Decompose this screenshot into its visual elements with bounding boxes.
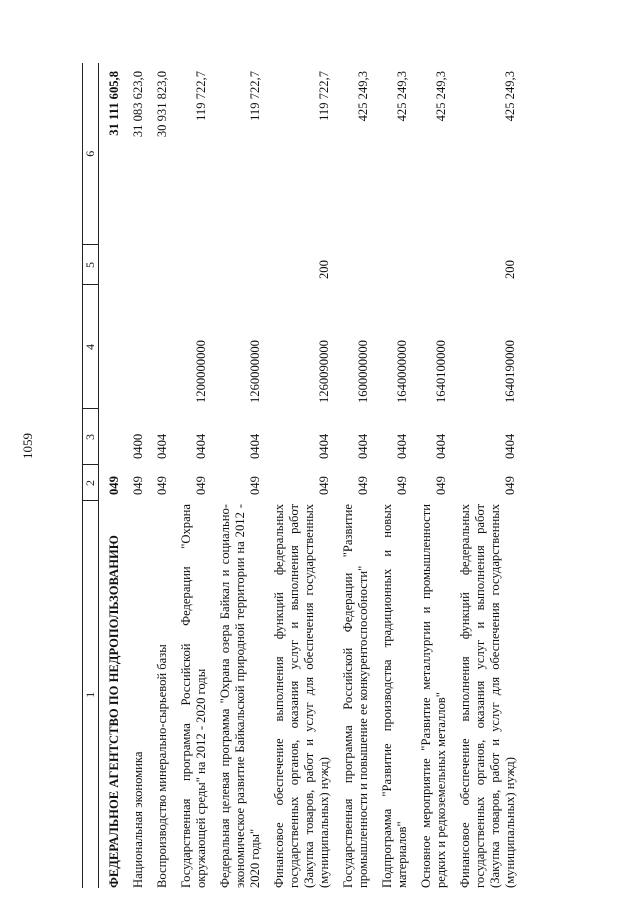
row-section-code: 0404 [503,433,517,459]
row-amount: 119 722,7 [317,71,331,121]
row-ministry-code: 049 [248,476,262,495]
row-expense-type [171,245,210,285]
row-name: ФЕДЕРАЛЬНОЕ АГЕНТСТВО ПО НЕДРОПОЛЬЗОВАНИЮ [107,535,121,888]
table-row [210,63,264,888]
page-number: 1059 [20,433,35,459]
row-expense-type: 200 [317,260,331,279]
row-name: Финансовое обеспечение выполнения функций федеральных государственных органов, оказания услуг и выполнения работ (Закупка товаров, работ и услуг для обеспечения государственных (муниципальных) нужд) [272,504,331,888]
budget-table [82,63,519,888]
row-amount: 425 249,3 [434,71,448,122]
header-col-4: 4 [83,285,99,409]
row-name: Основное мероприятие "Развитие металлургии и промышленности редких и редкоземельных металлов" [419,504,448,888]
table-row [171,63,210,888]
row-name: Финансовое обеспечение выполнения функций федеральных государственных органов, оказания услуг и выполнения работ (Закупка товаров, работ и услуг для обеспечения государственных (муниципальных) нужд) [458,504,517,888]
table-row [123,63,147,888]
row-section-code: 0404 [434,433,448,459]
row-section-code: 0404 [248,433,262,459]
row-name: Воспроизводство минерально-сырьевой базы [155,644,169,888]
row-section-code: 0404 [155,433,169,459]
row-section-code [99,409,124,465]
row-amount: 425 249,3 [503,71,517,122]
row-ministry-code: 049 [131,476,145,495]
table-row [264,63,333,888]
row-target-code: 1200000000 [194,340,208,403]
header-col-5: 5 [83,245,99,285]
table-row [450,63,519,888]
row-name: Государственная программа Российской Федерации "Развитие промышленности и повышение ее конкурентоспособности" [341,504,370,888]
row-name: Подпрограмма "Развитие производства традиционных и новых материалов" [380,504,409,888]
row-amount: 425 249,3 [356,71,370,122]
row-amount: 30 931 823,0 [155,71,169,138]
row-ministry-code: 049 [356,476,370,495]
row-section-code: 0400 [131,433,145,459]
row-expense-type [99,245,124,285]
row-amount: 119 722,7 [194,71,208,121]
row-name: Национальная экономика [131,751,145,888]
header-col-6: 6 [83,63,99,245]
row-target-code: 1640000000 [395,340,409,403]
row-name: Государственная программа Российской Федерации "Охрана окружающей среды" на 2012 - 2020 годы [179,504,208,888]
row-ministry-code: 049 [155,476,169,495]
row-section-code: 0404 [317,433,331,459]
row-section-code: 0404 [356,433,370,459]
row-expense-type [210,245,264,285]
row-ministry-code: 049 [107,476,121,495]
row-expense-type [372,245,411,285]
row-name: Федеральная целевая программа "Охрана озера Байкал и социально-экономическое развитие Байкальской природной территории на 2012 - 2020 годы" [218,504,262,888]
budget-table-container [82,63,580,888]
row-expense-type [333,245,372,285]
row-target-code: 1640100000 [434,340,448,403]
row-target-code: 1640190000 [503,340,517,403]
table-row [333,63,372,888]
row-target-code: 1260000000 [248,340,262,403]
table-row [99,63,124,888]
row-ministry-code: 049 [317,476,331,495]
row-amount: 119 722,7 [248,71,262,121]
row-amount: 31 111 605,8 [107,71,121,136]
header-col-1: 1 [83,501,99,888]
row-target-code [123,285,147,409]
row-ministry-code: 049 [434,476,448,495]
row-ministry-code: 049 [194,476,208,495]
row-amount: 425 249,3 [395,71,409,122]
table-row [147,63,171,888]
row-section-code: 0404 [194,433,208,459]
row-section-code: 0404 [395,433,409,459]
header-col-3: 3 [83,409,99,465]
row-amount: 31 083 623,0 [131,71,145,138]
header-col-2: 2 [83,465,99,501]
row-expense-type [411,245,450,285]
row-target-code [147,285,171,409]
row-target-code [99,285,124,409]
row-expense-type: 200 [503,260,517,279]
table-row [372,63,411,888]
row-ministry-code: 049 [503,476,517,495]
row-expense-type [147,245,171,285]
row-ministry-code: 049 [395,476,409,495]
table-row [411,63,450,888]
row-expense-type [123,245,147,285]
row-target-code: 1600000000 [356,340,370,403]
row-target-code: 1260090000 [317,340,331,403]
table-header-row [83,63,99,888]
